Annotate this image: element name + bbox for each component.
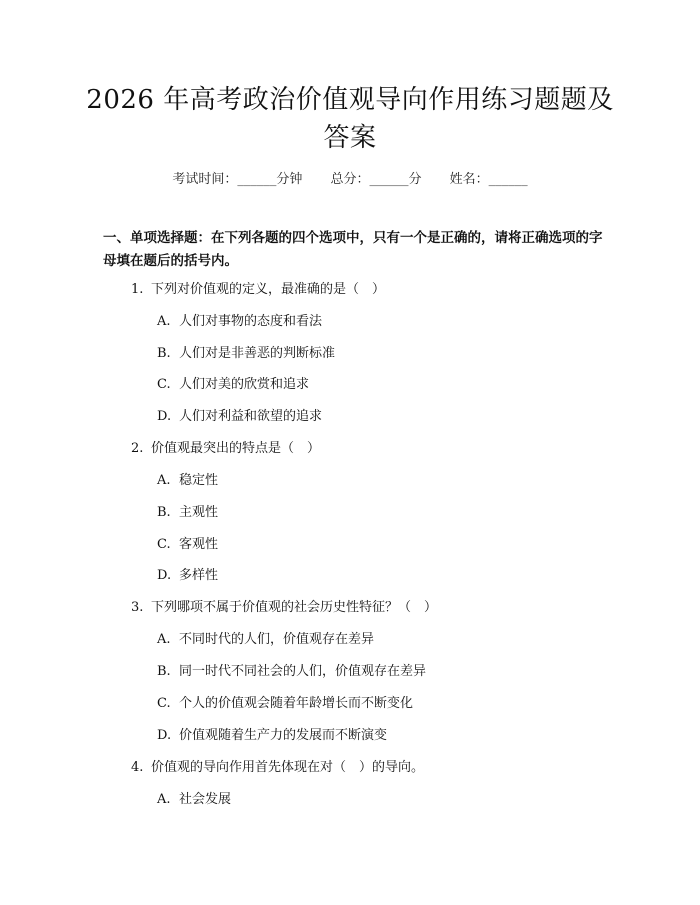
option-text: 稳定性 [179,473,219,488]
option-1c [157,376,309,394]
option-letter: C. [157,377,171,392]
exam-score-blank: ______ [369,172,409,187]
exam-score [330,168,421,187]
option-text: 人们对美的欣赏和追求 [179,377,310,392]
option-letter: D. [157,568,172,583]
question-number: 4. [131,760,144,775]
exam-score-unit: 分 [408,172,422,187]
option-letter: B. [157,664,171,679]
option-text: 社会发展 [179,792,232,807]
option-text: 主观性 [179,505,219,520]
exam-meta [0,168,700,187]
exam-name-blank: ______ [488,172,528,187]
option-letter: B. [157,505,171,520]
question-text: 下列哪项不属于价值观的社会历史性特征？（ ） [151,600,438,615]
option-letter: A. [157,473,171,488]
option-text: 不同时代的人们，价值观存在差异 [179,632,375,647]
section-heading: 一、单项选择题：在下列各题的四个选项中，只有一个是正确的，请将正确选项的字母填在题后的括号内。 [103,230,603,269]
option-2c [157,536,218,554]
option-letter: C. [157,537,171,552]
option-3a [157,631,374,649]
title-line-2: 答案 [323,123,377,153]
option-letter: D. [157,728,172,743]
option-text: 人们对是非善恶的判断标准 [179,346,336,361]
option-1d [157,408,322,426]
exam-time-unit: 分钟 [276,172,303,187]
option-letter: A. [157,792,171,807]
question-number: 2. [131,441,144,456]
option-text: 价值观随着生产力的发展而不断演变 [179,728,388,743]
exam-time [172,168,302,187]
question-text: 下列对价值观的定义，最准确的是（ ） [151,282,386,297]
exam-name [450,168,528,187]
exam-name-label: 姓名： [449,172,489,187]
option-letter: D. [157,409,172,424]
option-text: 个人的价值观会随着年龄增长而不断变化 [179,696,414,711]
option-2a [157,472,218,490]
question-1 [131,281,385,299]
option-3b [157,663,426,681]
option-letter: A. [157,632,171,647]
question-4 [131,759,424,777]
option-4a [157,791,231,809]
question-number: 3. [131,600,144,615]
option-text: 人们对事物的态度和看法 [179,314,323,329]
exam-time-label: 考试时间： [172,172,238,187]
option-letter: B. [157,346,171,361]
option-letter: C. [157,696,171,711]
option-text: 客观性 [179,537,219,552]
option-letter: A. [157,314,171,329]
document-title [70,81,630,157]
option-text: 同一时代不同社会的人们，价值观存在差异 [179,664,427,679]
option-2d [157,567,218,585]
option-3d [157,727,387,745]
exam-time-blank: ______ [237,172,277,187]
question-2 [131,440,320,458]
option-text: 多样性 [179,568,219,583]
option-text: 人们对利益和欲望的追求 [179,409,323,424]
question-text: 价值观的导向作用首先体现在对（ ）的导向。 [151,760,425,775]
question-number: 1. [131,282,144,297]
option-3c [157,695,413,713]
option-2b [157,504,218,522]
exam-score-label: 总分： [330,172,370,187]
title-line-1: 2026 年高考政治价值观导向作用练习题题及 [86,85,614,115]
question-3 [131,599,437,617]
question-text: 价值观最突出的特点是（ ） [151,441,321,456]
option-1b [157,345,335,363]
option-1a [157,313,322,331]
